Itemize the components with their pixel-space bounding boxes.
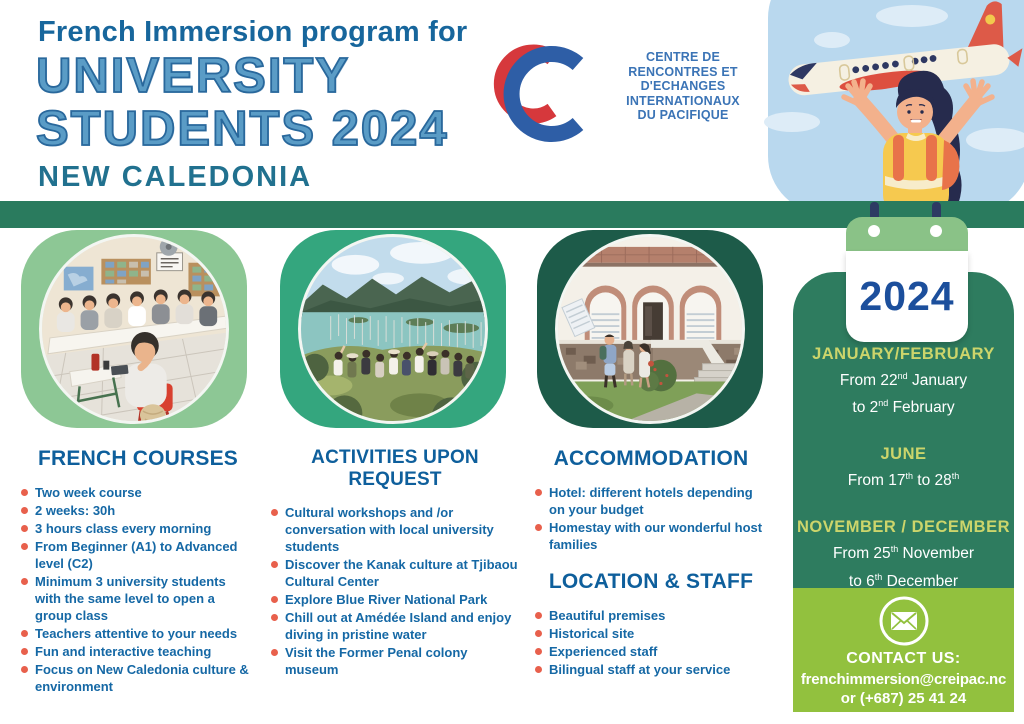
bullet-text: Cultural workshops and /or conversation with local university students <box>285 505 494 554</box>
bullet-item <box>535 484 767 518</box>
bullet-text: Discover the Kanak culture at Tjibaou Cultural Center <box>285 557 518 589</box>
bullet-item <box>21 502 255 519</box>
lake-photo <box>298 234 488 424</box>
schedule-entry <box>793 517 1014 591</box>
schedule-line: to 2nd February <box>852 398 955 417</box>
bullet-item <box>21 661 255 695</box>
bullet-dot <box>535 524 542 531</box>
photo-card-lake <box>280 230 506 428</box>
creipac-logo <box>492 26 762 152</box>
calendar-year: 2024 <box>859 273 955 319</box>
creipac-logo-icon <box>492 26 600 152</box>
bullet-text: Chill out at Amédée Island and enjoy diving in pristine water <box>285 610 512 642</box>
bullet-item <box>21 643 255 660</box>
logo-line: D'ECHANGES <box>640 79 726 93</box>
section-accommodation-location <box>535 447 767 679</box>
section-activities <box>271 447 519 679</box>
logo-line: RENCONTRES ET <box>628 64 738 79</box>
bullet-dot <box>271 649 278 656</box>
bullet-text: Experienced staff <box>549 644 658 659</box>
contact-email: frenchimmersion@creipac.nc <box>800 671 1007 688</box>
schedule-month: JUNE <box>880 445 927 464</box>
bullet-item <box>271 591 519 608</box>
bullet-item <box>271 504 519 555</box>
bullet-text: Teachers attentive to your needs <box>35 626 238 641</box>
bullet-item <box>21 625 255 642</box>
creipac-logo-text <box>604 50 762 123</box>
calendar-header <box>846 217 968 251</box>
hero-illustration <box>762 0 1024 215</box>
logo-line: DU PACIFIQUE <box>637 108 729 122</box>
bullet-text: Fun and interactive teaching <box>35 644 212 659</box>
bullet-text: Explore Blue River National Park <box>285 592 488 607</box>
bullet-list <box>535 607 767 678</box>
bullet-item <box>535 625 767 642</box>
schedule-entry <box>793 444 1014 491</box>
bullet-dot <box>21 630 28 637</box>
bullet-text: Visit the Former Penal colony museum <box>285 645 468 677</box>
bullet-text: Beautiful premises <box>549 608 666 623</box>
title-main <box>36 50 449 156</box>
photo-card-building <box>537 230 763 428</box>
section-heading: LOCATION & STAFF <box>548 570 754 593</box>
schedule-entry <box>793 344 1014 418</box>
bullet-text: Two week course <box>35 485 142 500</box>
building-photo <box>555 234 745 424</box>
section-heading: ACTIVITIES UPON REQUEST <box>311 447 479 490</box>
subtitle-location: NEW CALEDONIA <box>38 161 313 193</box>
bullet-text: Focus on New Caledonia culture & environment <box>35 662 249 694</box>
section-heading: FRENCH COURSES <box>38 447 238 470</box>
logo-line: CENTRE DE <box>645 50 721 64</box>
calendar-ring-hole <box>930 225 942 237</box>
bullet-text: Minimum 3 university students with the same level to open a group class <box>35 574 226 623</box>
section-heading: ACCOMMODATION <box>553 447 749 470</box>
contact-section <box>793 588 1014 712</box>
bullet-dot <box>21 666 28 673</box>
bullet-dot <box>535 612 542 619</box>
schedule-line: From 17th to 28th <box>847 471 960 490</box>
bullet-item <box>271 556 519 590</box>
envelope-icon <box>878 595 930 647</box>
calendar-ring-hole <box>868 225 880 237</box>
bullet-text: Hotel: different hotels depending on your budget <box>549 485 753 517</box>
bullet-text: 2 weeks: 30h <box>35 503 116 518</box>
schedule-line: From 25th November <box>832 544 975 563</box>
bullet-dot <box>21 489 28 496</box>
title-main-line1: UNIVERSITY <box>36 49 351 103</box>
bullet-dot <box>21 507 28 514</box>
bullet-list <box>21 484 255 695</box>
bullet-dot <box>21 578 28 585</box>
logo-line: INTERNATIONAUX <box>626 93 740 108</box>
bullet-item <box>535 643 767 660</box>
bullet-dot <box>535 489 542 496</box>
bullet-dot <box>535 648 542 655</box>
schedule-month: JANUARY/FEBRUARY <box>812 345 995 363</box>
bullet-item <box>535 519 767 553</box>
bullet-item <box>535 607 767 624</box>
bullet-item <box>21 573 255 624</box>
schedule-line: From 22nd January <box>839 371 968 390</box>
bullet-dot <box>271 509 278 516</box>
bullet-text: Homestay with our wonderful host families <box>549 520 763 552</box>
bullet-item <box>271 644 519 678</box>
title-intro: French Immersion program for <box>38 16 468 48</box>
bullet-text: Historical site <box>549 626 635 641</box>
title-main-line2: STUDENTS 2024 <box>36 102 449 156</box>
calendar-year-card <box>846 251 968 342</box>
bullet-item <box>535 661 767 678</box>
bullet-dot <box>21 543 28 550</box>
bullet-item <box>271 609 519 643</box>
photo-card-classroom <box>21 230 247 428</box>
bullet-dot <box>535 630 542 637</box>
contact-label: CONTACT US: <box>846 650 961 667</box>
bullet-dot <box>21 525 28 532</box>
bullet-text: Bilingual staff at your service <box>549 662 731 677</box>
bullet-dot <box>271 614 278 621</box>
bullet-dot <box>535 666 542 673</box>
bullet-text: From Beginner (A1) to Advanced level (C2) <box>35 539 238 571</box>
schedule-month: NOVEMBER / DECEMBER <box>796 518 1011 537</box>
contact-phone: or (+687) 25 41 24 <box>840 690 967 707</box>
bullet-item <box>21 520 255 537</box>
bullet-dot <box>271 596 278 603</box>
bullet-dot <box>271 561 278 568</box>
bullet-list <box>271 504 519 678</box>
bullet-text: 3 hours class every morning <box>35 521 212 536</box>
bullet-item <box>21 538 255 572</box>
bullet-dot <box>21 648 28 655</box>
classroom-photo <box>39 234 229 424</box>
bullet-list <box>535 484 767 553</box>
section-french-courses <box>21 447 255 696</box>
bullet-item <box>21 484 255 501</box>
schedule-line: to 6th December <box>848 571 959 590</box>
